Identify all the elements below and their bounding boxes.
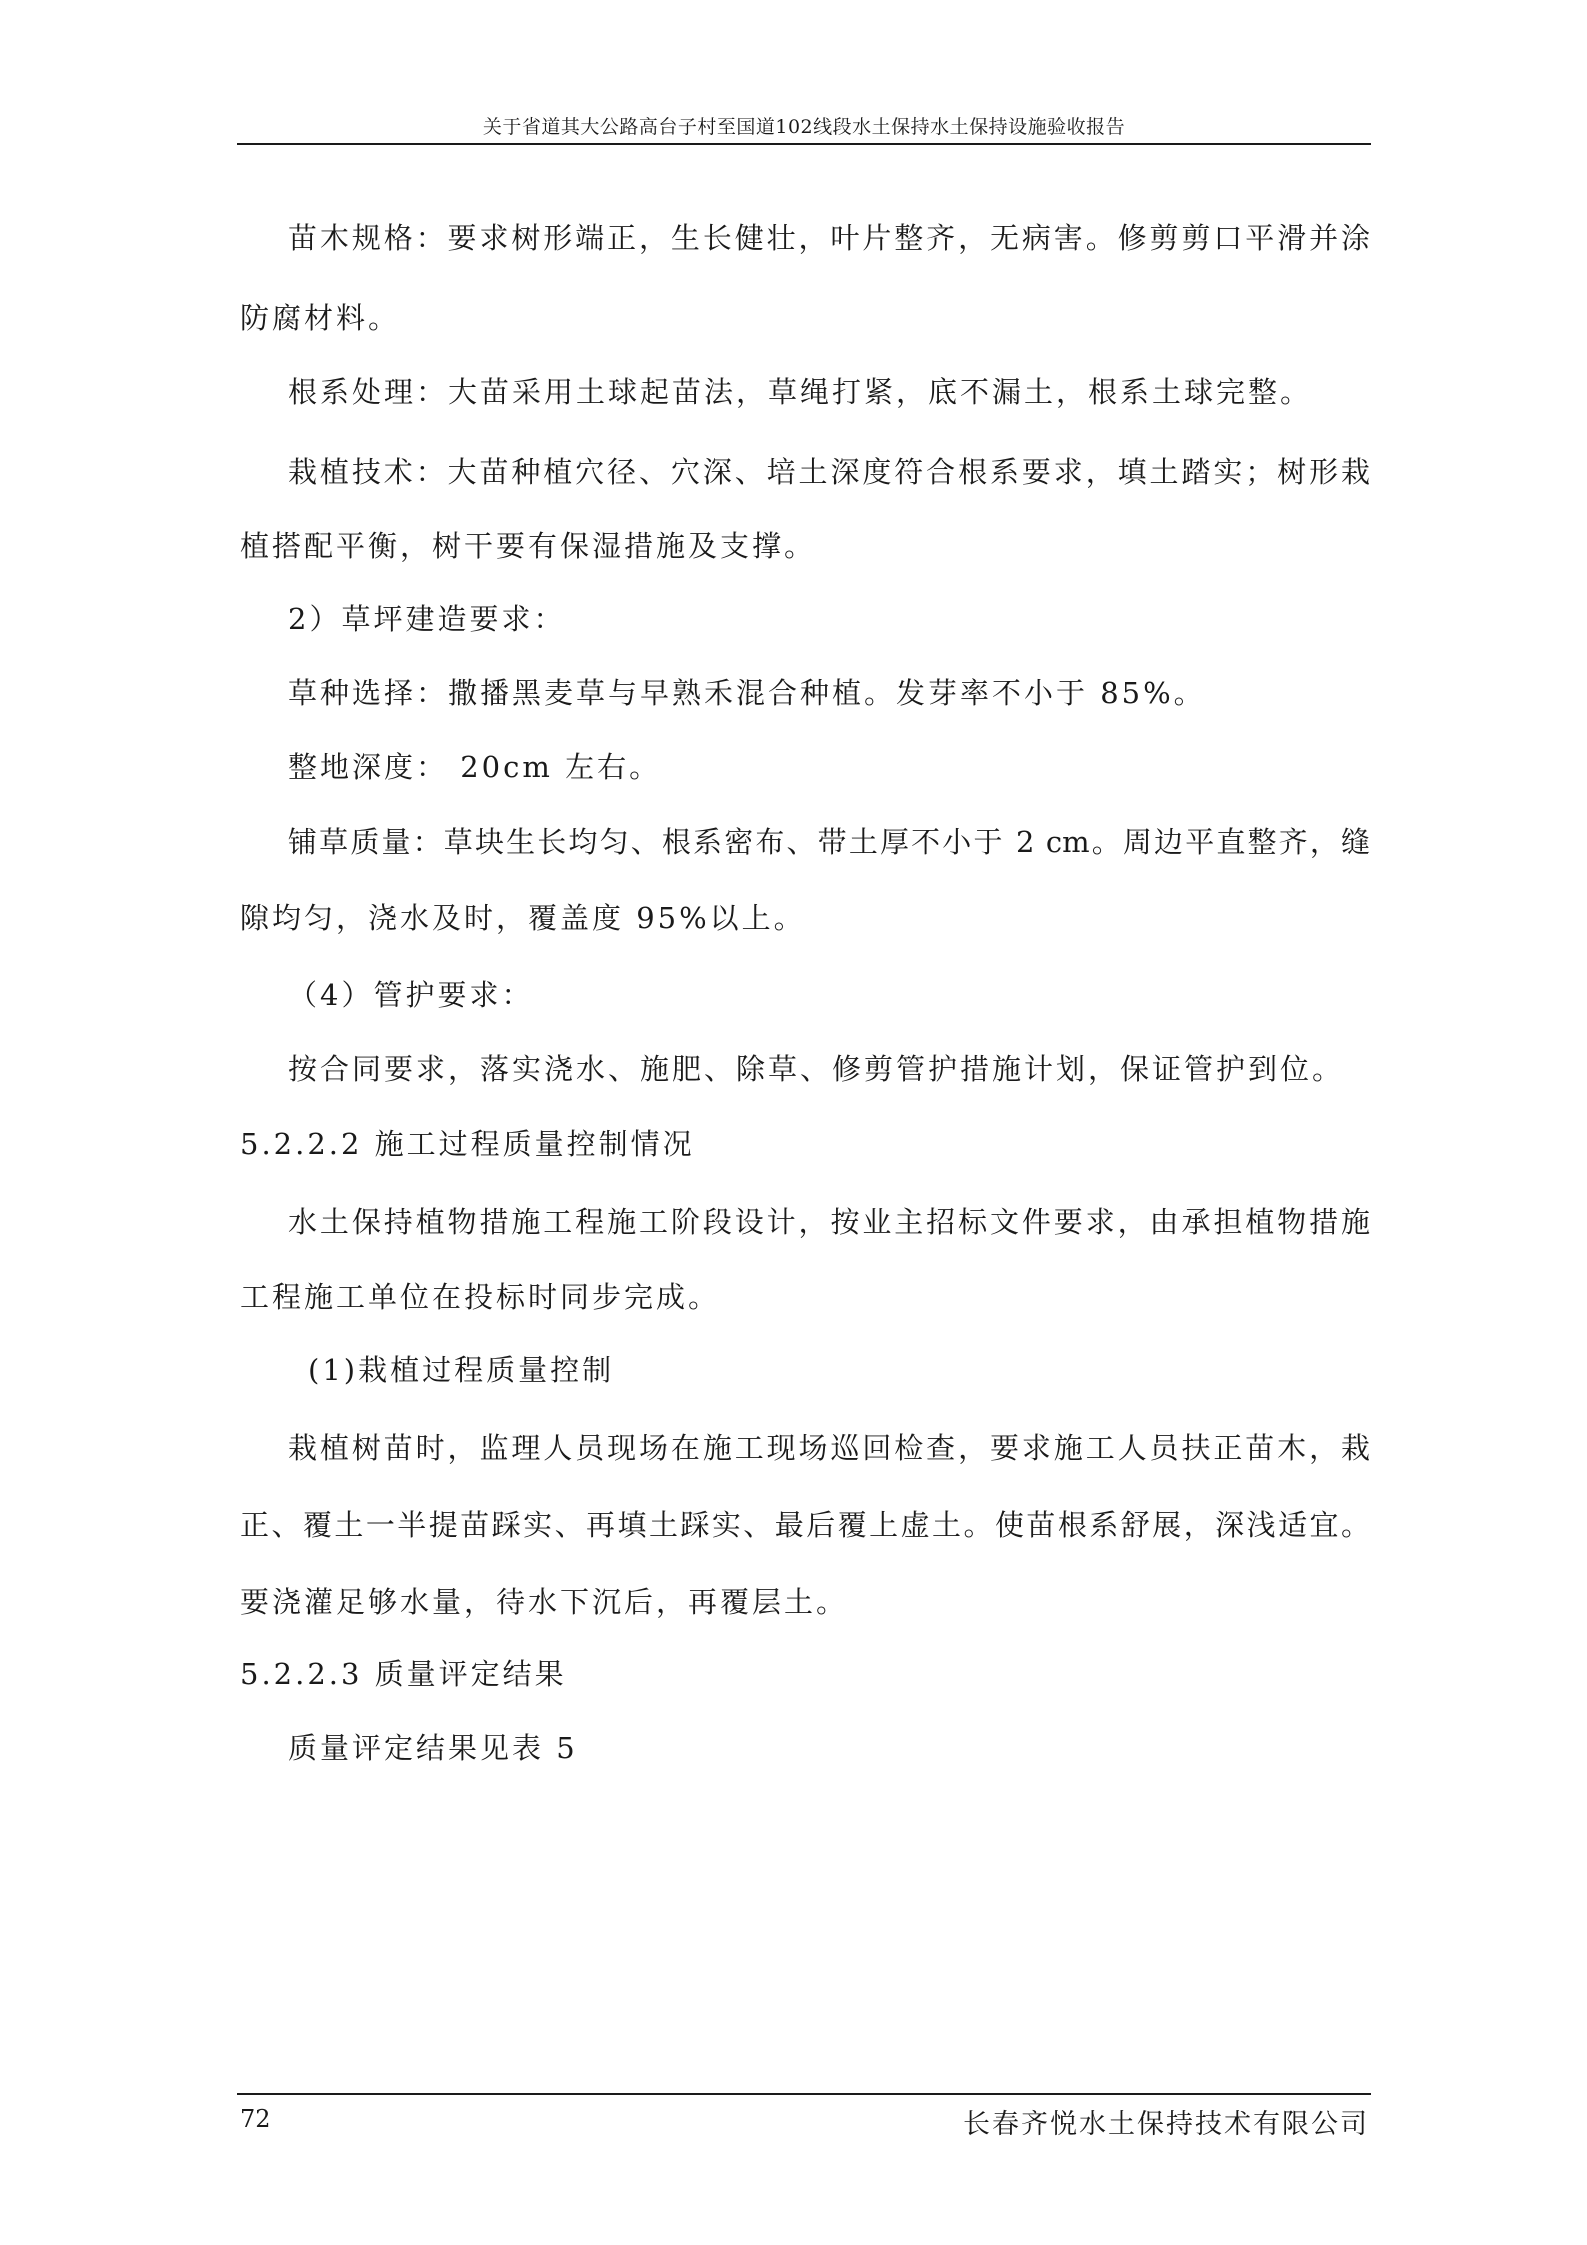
paragraph-quality-result: 质量评定结果见表 5 bbox=[288, 1731, 578, 1765]
paragraph-planting-control-line-3: 要浇灌足够水量，待水下沉后，再覆层土。 bbox=[240, 1585, 849, 1619]
paragraph-design-stage-line-1: 水土保持植物措施工程施工阶段设计，按业主招标文件要求，由承担植物措施 bbox=[288, 1205, 1370, 1239]
paragraph-turf-quality-line-1: 铺草质量：草块生长均匀、根系密布、带土厚不小于 2 cm。周边平直整齐，缝 bbox=[288, 825, 1370, 859]
paragraph-seedling-spec-line-1: 苗木规格：要求树形端正，生长健壮，叶片整齐，无病害。修剪剪口平滑并涂 bbox=[288, 221, 1370, 255]
paragraph-planting-control-line-1: 栽植树苗时，监理人员现场在施工现场巡回检查，要求施工人员扶正苗木，栽 bbox=[288, 1431, 1370, 1465]
paragraph-soil-depth: 整地深度： 20cm 左右。 bbox=[288, 750, 662, 784]
header-rule bbox=[237, 143, 1371, 145]
paragraph-root-treatment: 根系处理：大苗采用土球起苗法，草绳打紧，底不漏土，根系土球完整。 bbox=[288, 375, 1313, 409]
paragraph-planting-quality-heading: (1)栽植过程质量控制 bbox=[308, 1353, 615, 1387]
paragraph-planting-control-line-2: 正、覆土一半提苗踩实、再填土踩实、最后覆上虚土。使苗根系舒展，深浅适宜。 bbox=[240, 1508, 1370, 1542]
paragraph-seedling-spec-line-2: 防腐材料。 bbox=[240, 301, 401, 335]
paragraph-grass-selection: 草种选择：撒播黑麦草与早熟禾混合种植。发芽率不小于 85%。 bbox=[288, 676, 1206, 710]
paragraph-planting-tech-line-1: 栽植技术：大苗种植穴径、穴深、培土深度符合根系要求，填土踏实；树形栽 bbox=[288, 455, 1370, 489]
paragraph-lawn-requirements: 2）草坪建造要求： bbox=[288, 602, 566, 636]
paragraph-maintenance-body: 按合同要求，落实浇水、施肥、除草、修剪管护措施计划，保证管护到位。 bbox=[288, 1052, 1345, 1086]
section-heading-5-2-2-3: 5.2.2.3 质量评定结果 bbox=[240, 1657, 567, 1691]
paragraph-design-stage-line-2: 工程施工单位在投标时同步完成。 bbox=[240, 1280, 721, 1314]
page-number: 72 bbox=[240, 2105, 271, 2133]
footer-rule bbox=[237, 2093, 1371, 2095]
paragraph-turf-quality-line-2: 隙均匀，浇水及时，覆盖度 95%以上。 bbox=[240, 901, 806, 935]
paragraph-maintenance-heading: （4）管护要求： bbox=[288, 978, 534, 1012]
header-title: 关于省道其大公路高台子村至国道102线段水土保持水土保持设施验收报告 bbox=[482, 116, 1126, 138]
section-heading-5-2-2-2: 5.2.2.2 施工过程质量控制情况 bbox=[240, 1127, 695, 1161]
paragraph-planting-tech-line-2: 植搭配平衡，树干要有保湿措施及支撑。 bbox=[240, 529, 817, 563]
footer-company: 长春齐悦水土保持技术有限公司 bbox=[963, 2109, 1369, 2140]
